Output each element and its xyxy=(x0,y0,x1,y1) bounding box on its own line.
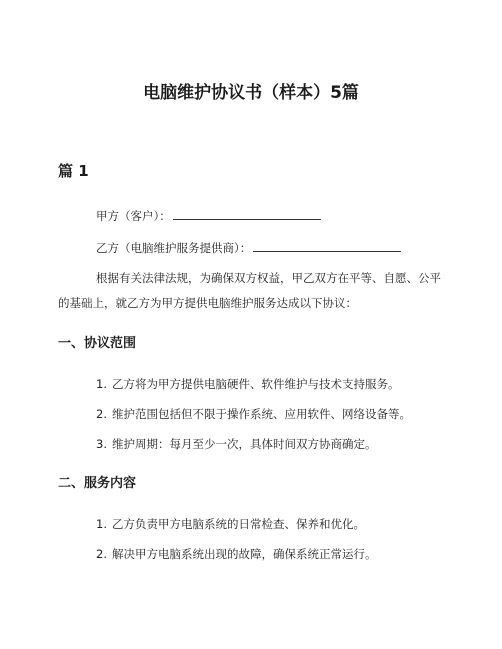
list-item-text: 乙方将为甲方提供电脑硬件、软件维护与技术支持服务。 xyxy=(112,377,400,391)
list-item-number: 1. xyxy=(96,517,107,531)
list-item-text: 乙方负责甲方电脑系统的日常检查、保养和优化。 xyxy=(112,517,365,531)
list-item xyxy=(96,404,456,424)
party-b-label: 乙方（电脑维护服务提供商）： xyxy=(96,241,252,255)
list-item-text: 维护范围包括但不限于操作系统、应用软件、网络设备等。 xyxy=(112,407,411,421)
party-a-label: 甲方（客户）： xyxy=(96,209,171,223)
list-item-number: 2. xyxy=(96,407,107,421)
section-heading-scope: 一、协议范围 xyxy=(58,336,137,351)
list-item-number: 2. xyxy=(96,547,107,561)
party-b-blank xyxy=(253,240,401,252)
list-item xyxy=(96,544,456,564)
list-item xyxy=(96,374,456,394)
party-b-line xyxy=(58,236,448,260)
document-title: 电脑维护协议书（样本）5篇 xyxy=(143,83,359,103)
list-item-text: 维护周期：每月至少一次，具体时间双方协商确定。 xyxy=(112,437,377,451)
party-a-line xyxy=(58,204,448,228)
list-item-text: 解决甲方电脑系统出现的故障，确保系统正常运行。 xyxy=(112,547,377,561)
list-item xyxy=(96,434,456,454)
intro-paragraph: 根据有关法律法规，为确保双方权益，甲乙双方在平等、自愿、公平的基础上，就乙方为甲方提供电脑维护服务达成以下协议： xyxy=(58,271,441,310)
list-item-number: 1. xyxy=(96,377,107,391)
section-heading-service: 二、服务内容 xyxy=(58,476,137,491)
list-item-number: 3. xyxy=(96,437,107,451)
party-a-blank xyxy=(173,208,321,220)
list-item xyxy=(96,514,456,534)
section-label: 篇 1 xyxy=(58,162,89,180)
